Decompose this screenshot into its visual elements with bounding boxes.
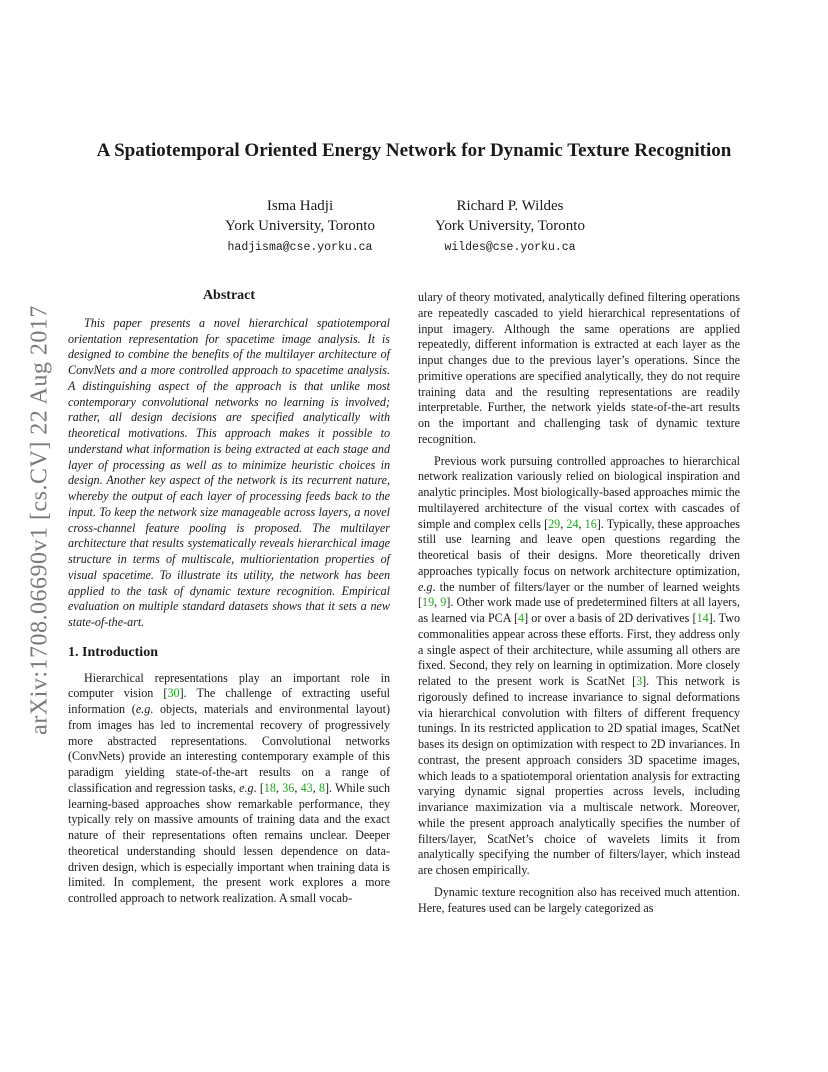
citation-link[interactable]: 14 (696, 611, 709, 625)
arxiv-stamp: arXiv:1708.06690v1 [cs.CV] 22 Aug 2017 (26, 305, 53, 735)
author-name: Richard P. Wildes (456, 198, 564, 214)
intro-paragraph-1-continued: ulary of theory motivated, analytically defined filtering operations are repeatedly cascaded to yield hierarchical representations of input imagery. Although the same operations are applied repeatedly, different information is extracted at each layer as the input changes due to the previous layer’s operations. Since the primitive operations are specified analytically, they do not require training data and the resulting representations are readily interpretable. Further, the network yields state-of-the-art results on the important and challenging task of dynamic texture recognition. (418, 290, 740, 446)
abstract-text: This paper presents a novel hierarchical spatiotemporal orientation representation for spacetime image analysis. It is designed to combine the benefits of the multilayer architecture of ConvNets and a more controlled approach to spacetime analysis. A distinguishing aspect of the approach is that unlike most contemporary convolutional networks no learning is involved; rather, all design decisions are specified analytically with theoretical motivations. This approach makes it possible to understand what information is being extracted at each stage and layer of processing as well as to minimize heuristic choices in design. Another key aspect of the network is its recurrent nature, whereby the output of each layer of processing feeds back to the input. To keep the network size manageable across layers, a novel cross-channel feature pooling is proposed. The multilayer architecture that results systematically reveals hierarchical image structure in terms of multiscale, multiorientation properties of visual spacetime. To illustrate its utility, the network has been applied to the task of dynamic texture recognition. Empirical evaluation on multiple standard datasets shows that it sets a new state-of-the-art. (68, 315, 390, 629)
citation-link[interactable]: 3 (636, 674, 643, 688)
intro-paragraph-2: Previous work pursuing controlled approaches to hierarchical network realization variously relied on biological inspiration and analytic principles. Most biologically-based approaches mimic the multilayered architecture of the visual cortex with cascades of simple and complex cells [29, 24, 16]. Typically, these approaches still use learning and leave open questions regarding the theoretical basis of their designs. More theoretically driven approaches typically focus on network architecture optimization, e.g. the number of filters/layer or the number of learned weights [19, 9]. Other work made use of predetermined filters at all layers, as learned via PCA [4] or over a basis of 2D derivatives [14]. Two commonalities appear across these efforts. First, they address only a single aspect of their architecture, while assuming all others are fixed. Second, they rely on learning in optimization. More closely related to the present work is ScatNet [3]. This network is rigorously defined to increase invariance to signal deformations via hierarchical convolution with filters of different frequency tunings. In its restricted application to 2D spatial images, ScatNet bases its design on optimization with respect to 2D invariances. In contrast, the present approach considers 3D spacetime images, which leads to a spatiotemporal orientation analysis for extracting varying dynamic signal properties across levels, including invariance maximization via a multiscale network. Moreover, while the present approach analytically specifies the number of filters/layer, ScatNet’s choice of wavelets limits it from analytically specifying the number of filters/layer, which instead are chosen empirically. (418, 453, 741, 877)
citation-link[interactable]: 36 (282, 780, 295, 795)
left-column (68, 288, 390, 907)
author-email: wildes@cse.yorku.ca (444, 241, 576, 254)
section-heading-introduction: 1. Introduction (68, 644, 158, 660)
citation-link[interactable]: 9 (440, 595, 447, 610)
citation-link[interactable]: 43 (300, 780, 313, 795)
intro-paragraph-3: Dynamic texture recognition also has received much attention. Here, features used can be largely categorized as (418, 884, 740, 915)
citation-link[interactable]: 8 (318, 780, 325, 795)
citation-link[interactable]: 24 (566, 516, 579, 531)
author-block-1 (190, 196, 410, 258)
citation-link[interactable]: 16 (584, 516, 597, 531)
citation-link[interactable]: 4 (518, 611, 525, 625)
citation-link[interactable]: 19 (422, 595, 435, 610)
paper-title: A Spatiotemporal Oriented Energy Network for Dynamic Texture Recognition (96, 140, 732, 161)
citation-link[interactable]: 30 (167, 686, 180, 701)
author-block-2 (400, 196, 620, 258)
abstract-heading: Abstract (202, 288, 256, 303)
author-affiliation: York University, Toronto (435, 218, 585, 234)
intro-paragraph-1: Hierarchical representations play an important role in computer vision [30]. The challenge of extracting useful information (e.g. objects, materials and environmental layout) from images has led to incremental recovery of progressively more abstracted representations. Convolutional networks (ConvNets) provide an interesting contemporary example of this paradigm yielding state-of-the-art results on a range of classification and regression tasks, e.g. [18, 36, 43, 8]. While such learning-based approaches show remarkable performance, they typically rely on massive amounts of training data and the exact nature of their representations often remains unclear. Deeper theoretical understanding should lessen dependence on data-driven design, which is especially important when training data is limited. In complement, the present work explores a more controlled approach to network realization. A small vocab- (68, 670, 391, 905)
citation-link[interactable]: 18 (263, 780, 276, 795)
author-name: Isma Hadji (266, 198, 334, 214)
author-affiliation: York University, Toronto (225, 218, 375, 234)
citation-link[interactable]: 29 (548, 516, 561, 531)
right-column (418, 290, 740, 916)
author-email: hadjisma@cse.yorku.ca (227, 241, 373, 254)
